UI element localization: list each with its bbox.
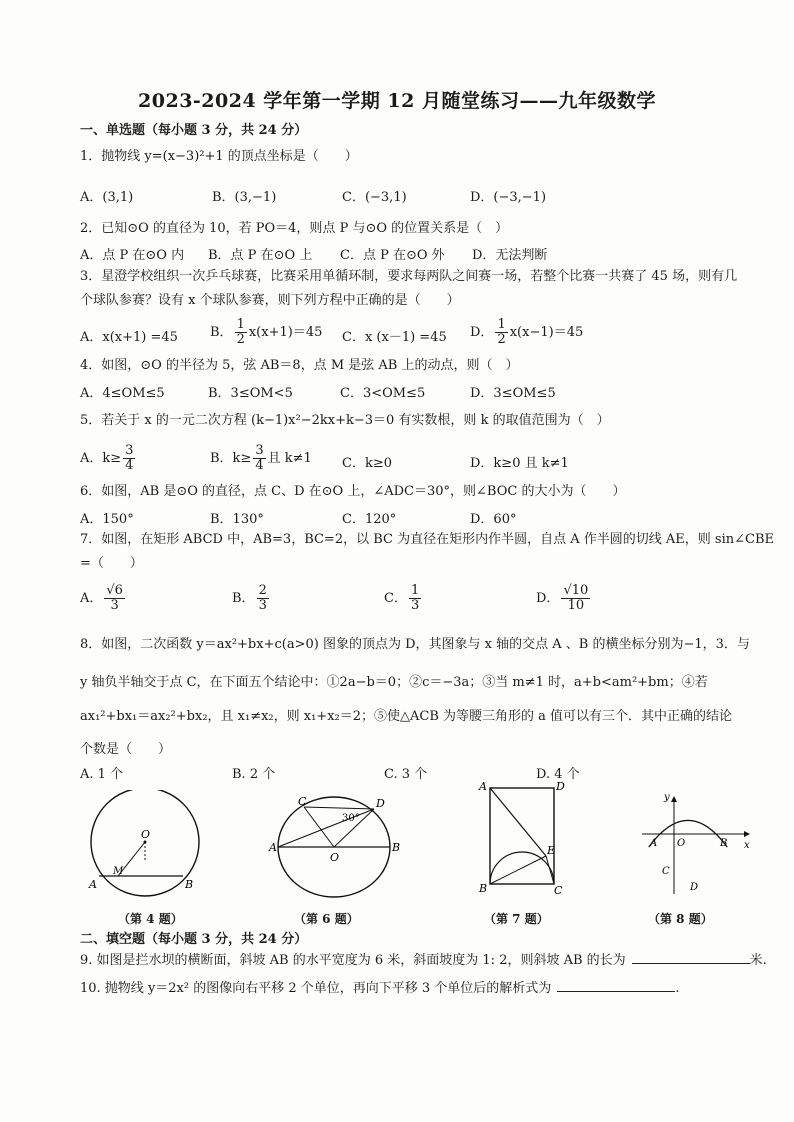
q6-option-c: C．120° (342, 512, 397, 527)
label-c: C (662, 866, 670, 877)
rectangle-abcd (490, 788, 554, 884)
q4-option-d: D．3≤OM≤5 (470, 386, 556, 401)
q7-option-c: C． $\frac{1}{3}$ (384, 583, 420, 613)
question-6-stem: 6．如图，AB 是⊙O 的直径，点 C、D 在⊙O 上，∠ADC＝30°，则∠BOC 的大小为（ ） (80, 484, 626, 499)
q6-option-d: D．60° (470, 512, 517, 527)
question-5-stem: 5．若关于 x 的一元二次方程 (k−1)x²−2kx+k−3＝0 有实数根，则 k 的取值范围为（ ） (80, 413, 610, 428)
q7-option-b: B． $\frac{2}{3}$ (232, 583, 267, 613)
q2-option-a: A．点 P 在⊙O 内 (80, 248, 185, 263)
fraction: $\frac{√6}{3}$ (106, 583, 123, 613)
label-o: O (677, 838, 686, 849)
label-b: B (392, 841, 401, 854)
q4-option-b: B．3≤OM<5 (208, 386, 293, 401)
label-b: B (720, 838, 728, 849)
label-a: A (650, 838, 658, 849)
q1-option-a: A．(3,1) (80, 190, 134, 205)
label-b: B (479, 882, 488, 895)
label-a: A (89, 878, 97, 891)
label-e: E (547, 844, 556, 857)
question-7-stem-line2: =（ ） (80, 556, 143, 571)
question-1-stem: 1．抛物线 y=(x−3)²+1 的顶点坐标是（ ） (80, 149, 358, 164)
label-d: D (376, 797, 385, 810)
question-7-stem-line1: 7．如图，在矩形 ABCD 中，AB=3，BC=2，以 BC 为直径在矩形内作半圆，自点 A 作半圆的切线 AE，则 sin∠CBE (80, 532, 774, 547)
figure-q6-circle-diameter (268, 795, 408, 907)
q5-option-d: D．k≥0 且 k≠1 (470, 456, 569, 471)
q5-option-b: B．k≥ $\frac{3}{4}$ 且 k≠1 (210, 443, 312, 473)
question-3-stem-line2: 个球队参赛？设有 x 个球队参赛，则下列方程中正确的是（ ） (80, 293, 460, 308)
fraction: $\frac{2}{3}$ (258, 583, 267, 613)
q3-option-c: C．x (x－1) =45 (342, 330, 447, 345)
label-o: O (330, 851, 340, 864)
section-heading-single-choice: 一、单选题（每小题 3 分，共 24 分） (80, 123, 308, 138)
q2-option-d: D．无法判断 (472, 248, 548, 263)
question-10: 10. 抛物线 y＝2x² 的图像向右平移 2 个单位，再向下平移 3 个单位后的解析式为 . (80, 978, 679, 998)
question-8-stem-line1: 8．如图，二次函数 y＝ax²+bx+c(a>0) 图象的顶点为 D，其图象与 x 轴的交点 A 、B 的横坐标分别为−1，3．与 (80, 637, 750, 652)
q5-option-c: C．k≥0 (342, 456, 392, 471)
y-axis-arrow (671, 796, 677, 802)
q6-option-a: A．150° (80, 512, 134, 527)
tangent-ae (490, 788, 546, 856)
fraction: $\frac{1}{2}$ (497, 317, 506, 347)
caption-figure-7: （第 7 题） (484, 912, 549, 926)
label-y: y (664, 792, 670, 803)
label-c: C (298, 795, 307, 808)
label-b: B (185, 878, 194, 891)
label-d: D (556, 780, 565, 793)
label-d: D (690, 882, 699, 893)
question-3-stem-line1: 3．星澄学校组织一次乒乓球赛，比赛采用单循环制，要求每两队之间赛一场，若整个比赛一共赛了 45 场，则有几 (80, 269, 738, 284)
q7-option-d: D． $\frac{√10}{10}$ (536, 583, 589, 613)
caption-figure-6: （第 6 题） (294, 912, 359, 926)
q6-option-b: B．130° (210, 512, 264, 527)
label-x: x (744, 840, 750, 851)
caption-figure-8: （第 8 题） (648, 912, 713, 926)
section-heading-fill-blank: 二、填空题（每小题 3 分，共 24 分） (80, 932, 308, 947)
answer-blank-10[interactable] (557, 978, 675, 992)
question-8-stem-line4: 个数是（ ） (80, 742, 172, 757)
question-2-stem: 2．已知⊙O 的直径为 10，若 PO＝4，则点 P 与⊙O 的位置关系是（ ） (80, 221, 509, 236)
q1-option-d: D．(−3,−1) (470, 190, 547, 205)
segment-ec (546, 856, 554, 884)
q3-option-d: D． $\frac{1}{2}$ x(x−1)＝45 (470, 317, 584, 347)
q1-option-c: C．(−3,1) (342, 190, 407, 205)
fraction: $\frac{1}{3}$ (410, 583, 420, 613)
q2-option-c: C．点 P 在⊙O 外 (340, 248, 445, 263)
label-c: C (554, 884, 563, 896)
fraction: $\frac{√10}{10}$ (563, 583, 589, 613)
question-8-stem-line2: y 轴负半轴交于点 C，在下面五个结论中：①2a−b＝0；②c＝−3a；③当 m≠1 时，a+b<am²+bm；④若 (80, 675, 708, 690)
label-a: A (269, 841, 277, 854)
question-4-stem: 4．如图，⊙O 的半径为 5，弦 AB＝8，点 M 是弦 AB 上的动点，则（ ） (80, 358, 519, 373)
caption-figure-4: （第 4 题） (118, 912, 183, 926)
x-axis-arrow (744, 831, 750, 837)
q5-option-a: A．k≥ $\frac{3}{4}$ (80, 443, 134, 473)
answer-blank-9[interactable] (632, 950, 750, 964)
fraction: $\frac{3}{4}$ (125, 443, 134, 473)
chord-cd (304, 807, 374, 809)
q3-option-b: B． $\frac{1}{2}$ x(x+1)＝45 (210, 317, 323, 347)
q8-option-b: B. 2 个 (232, 767, 276, 782)
q8-option-c: C. 3 个 (384, 767, 428, 782)
q3-option-a: A．x(x+1) =45 (80, 330, 178, 345)
figure-q8-parabola (640, 790, 752, 898)
label-a: A (479, 780, 487, 793)
q8-option-d: D. 4 个 (536, 767, 580, 782)
q8-option-a: A. 1 个 (80, 767, 124, 782)
q7-option-a: A． $\frac{√6}{3}$ (80, 583, 123, 613)
q2-option-b: B．点 P 在⊙O 上 (208, 248, 313, 263)
q1-option-b: B．(3,−1) (212, 190, 277, 205)
page-title: 2023-2024 学年第一学期 12 月随堂练习——九年级数学 (138, 90, 656, 112)
q4-option-c: C．3<OM≤5 (340, 386, 426, 401)
label-m: M (113, 866, 124, 877)
question-8-stem-line3: ax₁²+bx₁＝ax₂²+bx₂，且 x₁≠x₂，则 x₁+x₂＝2；⑤使△ACB 为等腰三角形的 a 值可以有三个．其中正确的结论 (80, 709, 733, 724)
fraction: $\frac{3}{4}$ (255, 443, 264, 473)
figure-q4-circle-chord (85, 790, 213, 908)
q4-option-a: A．4≤OM≤5 (80, 386, 165, 401)
figure-q7-rectangle-semicircle (476, 778, 576, 896)
fraction: $\frac{1}{2}$ (236, 317, 245, 347)
label-o: O (141, 828, 151, 841)
question-9: 9. 如图是拦水坝的横断面，斜坡 AB 的水平宽度为 6 米，斜面坡度为 1: 2，则斜坡 AB 的长为 米. (80, 950, 767, 970)
label-angle-30: 30° (342, 813, 360, 824)
segment-be (490, 856, 546, 884)
